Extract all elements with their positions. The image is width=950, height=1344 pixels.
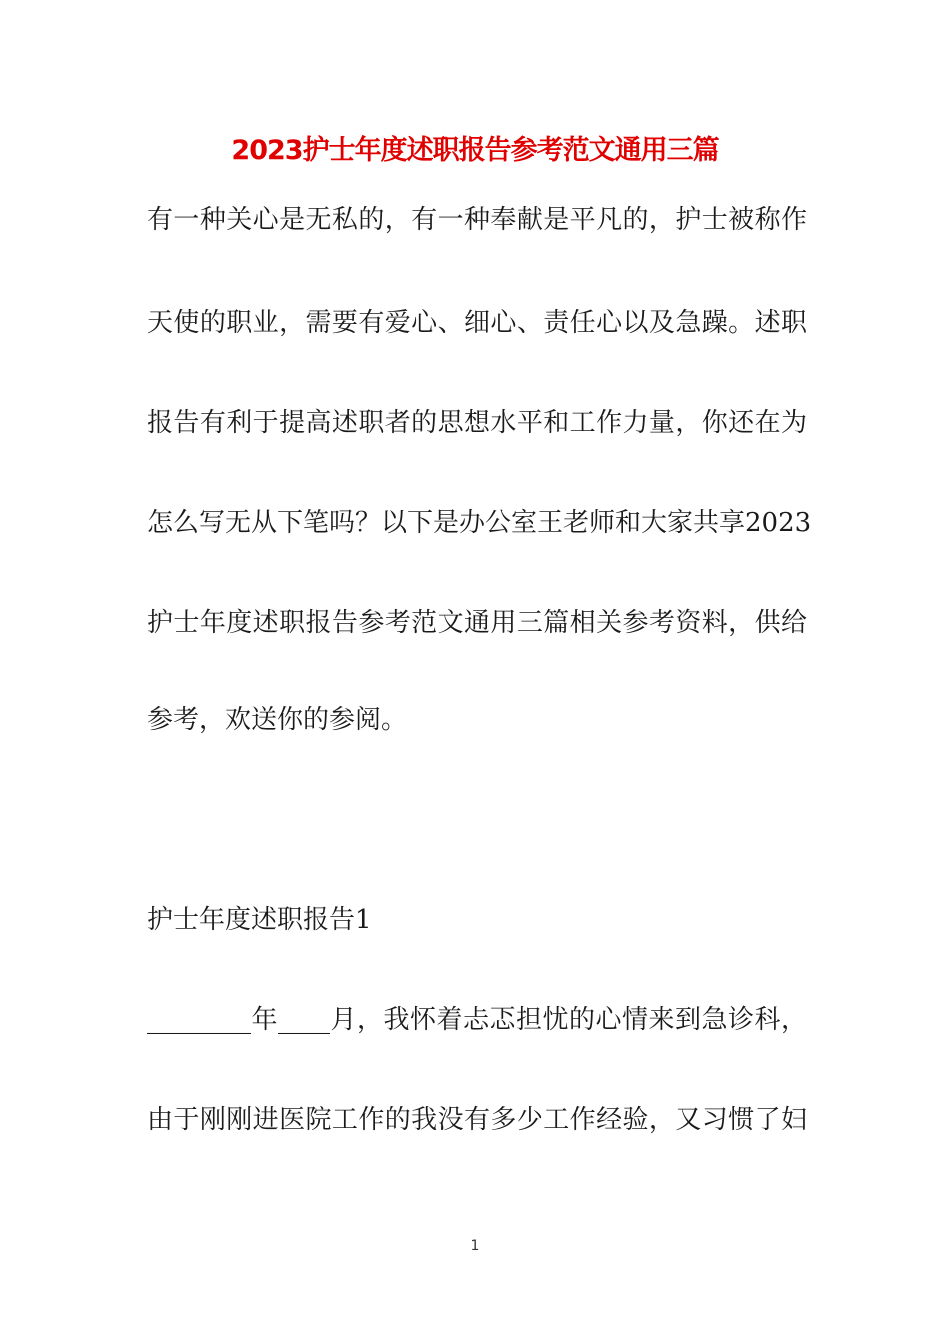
intro-line: 怎么写无从下笔吗？以下是办公室王老师和大家共享2023 <box>147 508 812 538</box>
intro-line: 有一种关心是无私的，有一种奉献是平凡的，护士被称作 <box>147 205 807 235</box>
section-heading: 护士年度述职报告1 <box>147 905 372 935</box>
page-number: 1 <box>470 1238 480 1254</box>
intro-line: 参考，欢送你的参阅。 <box>147 705 408 735</box>
intro-line: 报告有利于提高述职者的思想水平和工作力量，你还在为 <box>147 408 807 438</box>
body-line: ________年____月，我怀着忐忑担忧的心情来到急诊科， <box>147 1005 807 1035</box>
intro-line: 天使的职业，需要有爱心、细心、责任心以及急躁。述职 <box>147 308 807 338</box>
page-title: 2023护士年度述职报告参考范文通用三篇 <box>231 135 719 166</box>
body-line: 由于刚刚进医院工作的我没有多少工作经验，又习惯了妇 <box>147 1105 807 1135</box>
intro-line: 护士年度述职报告参考范文通用三篇相关参考资料，供给 <box>147 608 807 638</box>
